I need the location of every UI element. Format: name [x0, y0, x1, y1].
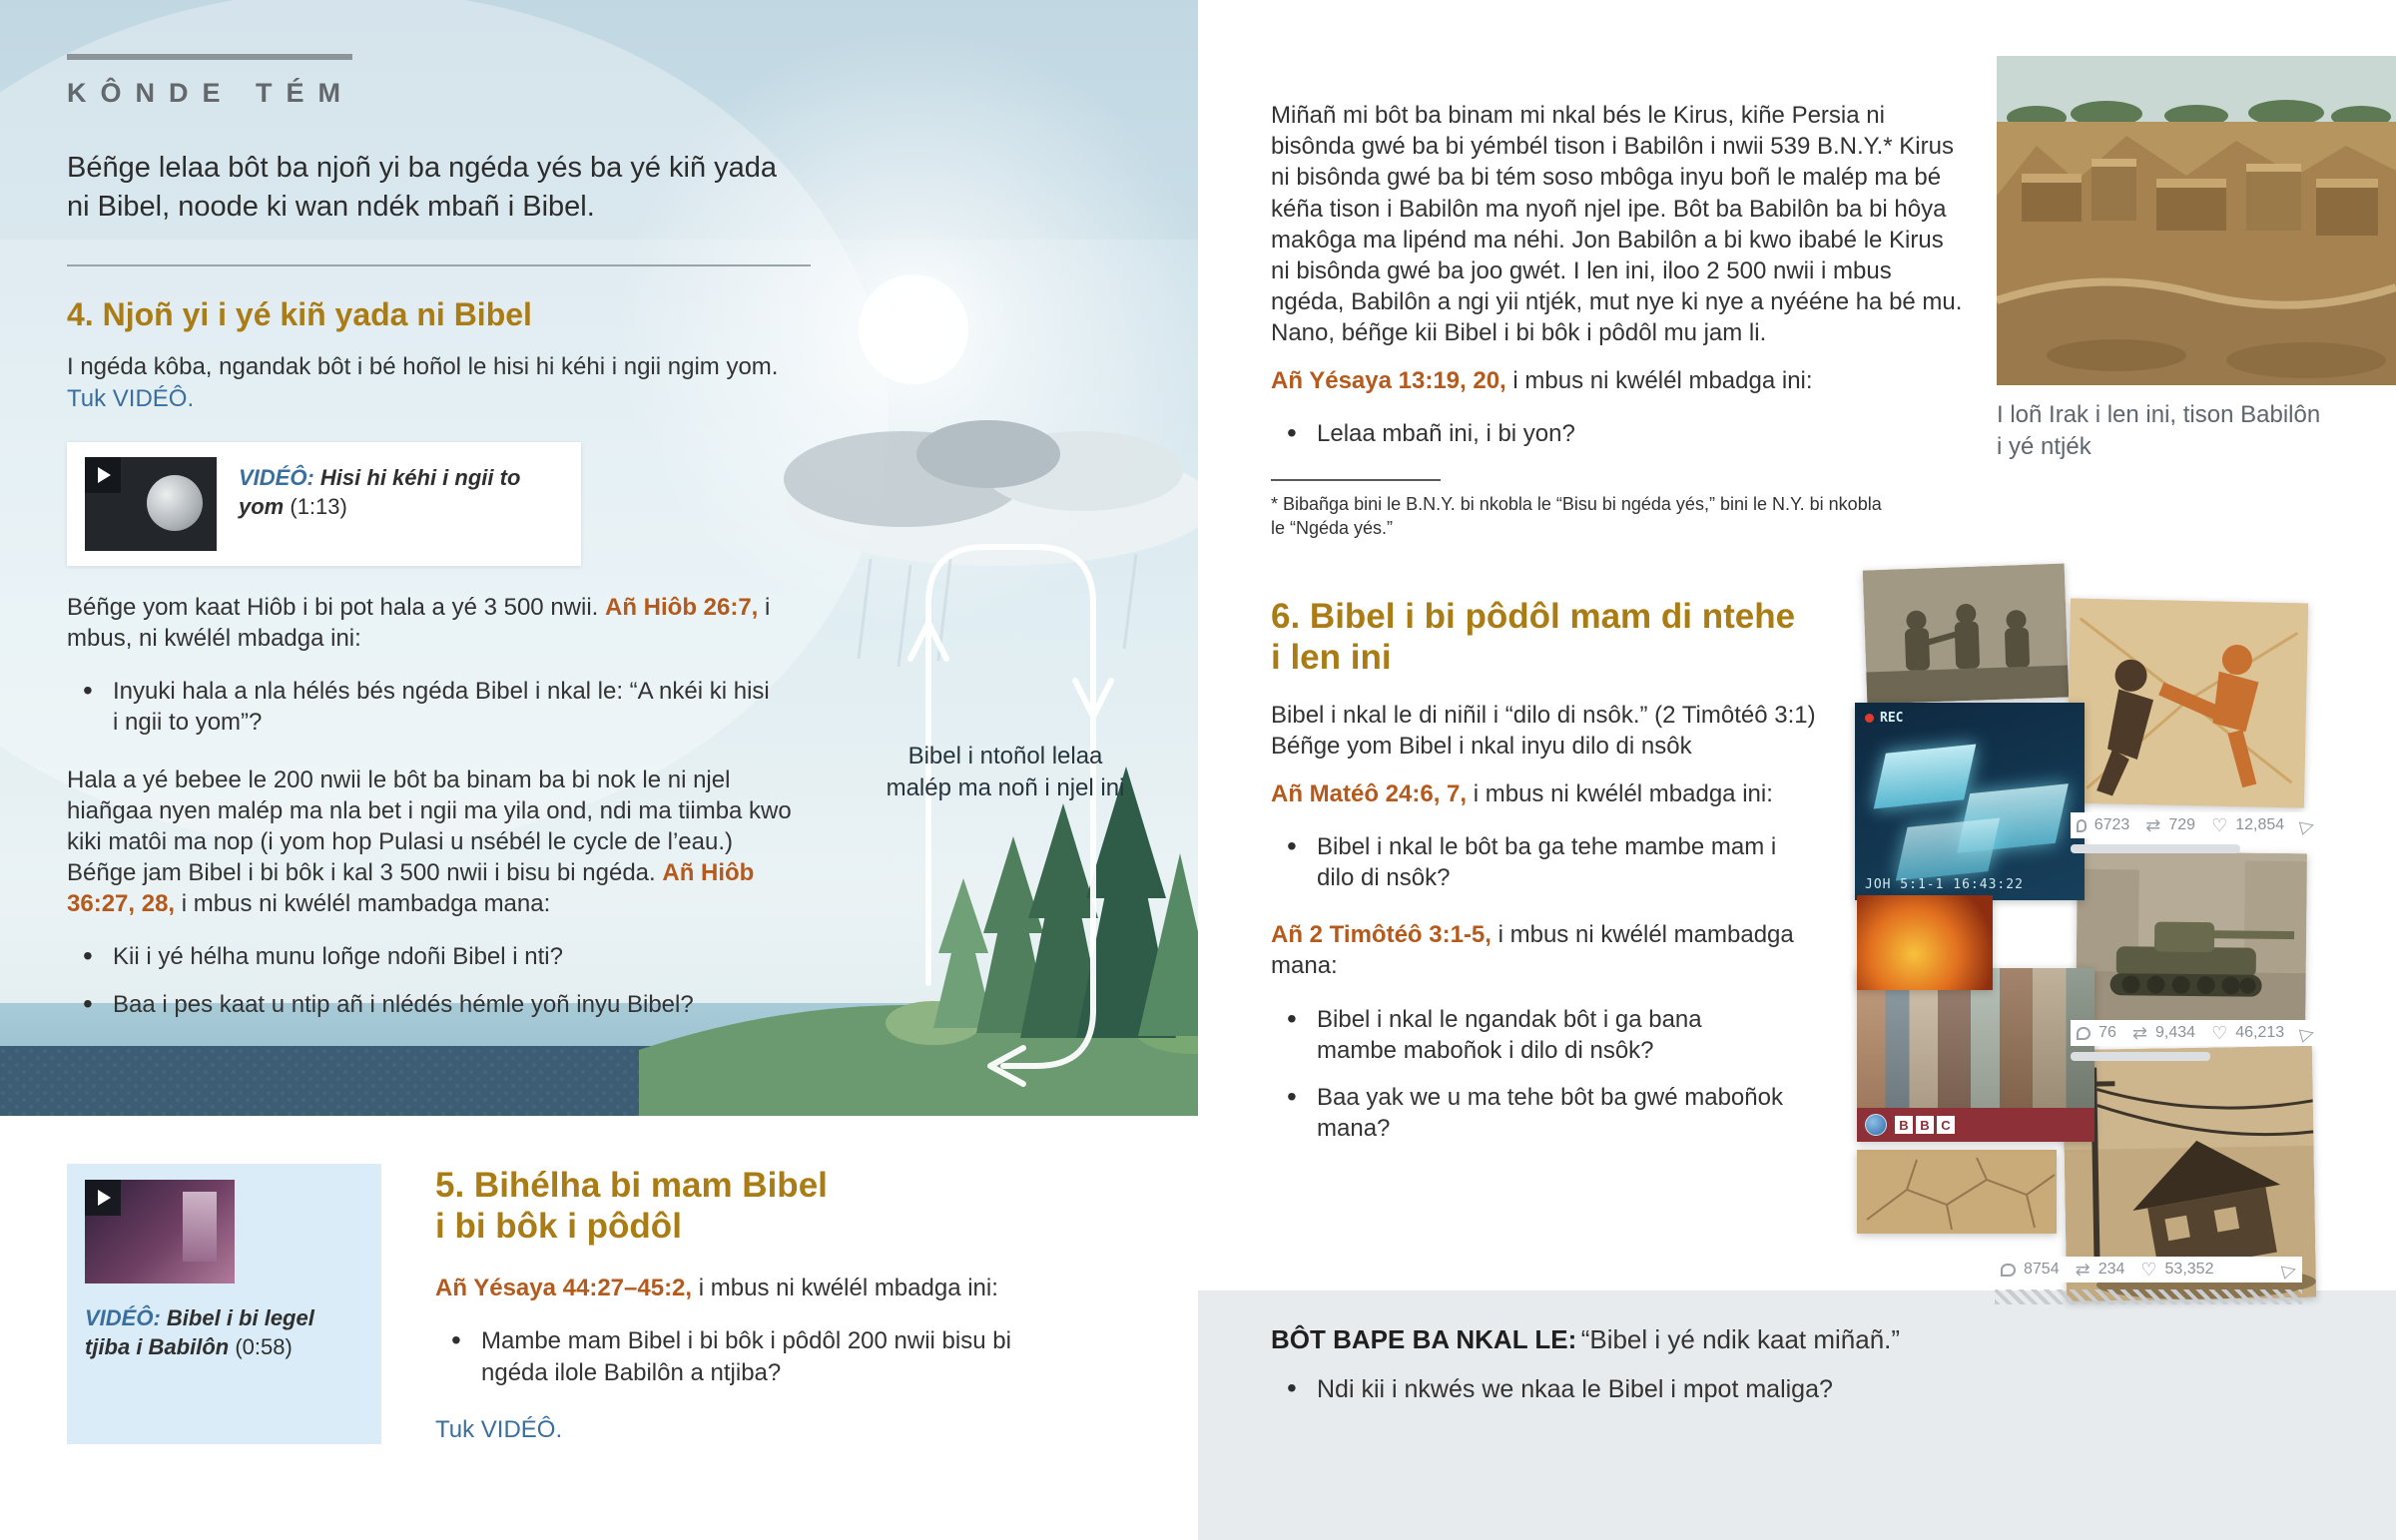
- scripture-ref-2timothy-3[interactable]: Añ 2 Timôtéô 3:1-5,: [1271, 921, 1492, 949]
- rec-dot-icon: [1865, 714, 1874, 723]
- play-icon[interactable]: [85, 457, 121, 493]
- section6-title: 6. Bibel i bi pôdôl mam di ntehe i len ini: [1271, 597, 1796, 677]
- scripture-ref-matthew-24[interactable]: Añ Matéô 24:6, 7,: [1271, 779, 1468, 807]
- question-text: Baa i pes kaat u ntip añ i nlédés hémle yoñ inyu Bibel?: [113, 990, 694, 1018]
- callout-quote: “Bibel i yé ndik kaat miñañ.”: [1580, 1324, 1901, 1354]
- video-label: VIDÉÔ:: [85, 1305, 161, 1330]
- timestamp-time: 16:43:22: [1953, 877, 2024, 892]
- repost-count: 234: [2097, 1261, 2125, 1278]
- news-logo-letter: C: [1937, 1116, 1955, 1134]
- question-text: Ndi kii i nkwés we nkaa le Bibel i mpot maliga?: [1317, 1375, 1833, 1403]
- video-card-babylon[interactable]: [67, 1164, 381, 1444]
- rec-label: REC: [1880, 711, 1904, 726]
- question-item: [81, 941, 770, 972]
- hatched-strip: [1995, 1289, 2302, 1304]
- news-logo-letter: B: [1895, 1116, 1913, 1134]
- like-count: 53,352: [2164, 1261, 2214, 1278]
- collage-drought-image: [1857, 1150, 2057, 1234]
- callout-lead: BÔT BAPE BA NKAL LE:: [1271, 1324, 1577, 1354]
- news-banner: [1857, 1108, 2095, 1142]
- collage-explosion-image: [1857, 895, 1993, 990]
- kicker-rule: [67, 54, 352, 60]
- like-count: 12,854: [2235, 816, 2285, 833]
- video-duration: (0:58): [235, 1334, 293, 1360]
- scripture-ref-job-36[interactable]: Añ Hiôb 36:27, 28,: [67, 859, 755, 918]
- divider-rule: [67, 264, 811, 266]
- section5-title: 5. Bihélha bi mam Bibel i bi bôk i pôdôl: [435, 1166, 828, 1246]
- right-page: [1198, 0, 2396, 1540]
- placeholder-bar: [2071, 1052, 2210, 1061]
- collage-soldiers-image: [1863, 564, 2070, 705]
- question-item: [1285, 1004, 1784, 1066]
- callout-line: [1271, 1324, 2326, 1355]
- question-text: Bibel i nkal le ngandak bôt i ga bana mambe maboñok i dilo di nsôk?: [1317, 1005, 1702, 1064]
- repost-icon: ⇄: [2075, 1260, 2091, 1280]
- question-item: [1285, 831, 1784, 893]
- scripture-ref-job-26[interactable]: Añ Hiôb 26:7,: [605, 593, 759, 621]
- like-icon: ♡: [2211, 815, 2228, 835]
- news-logo: [1895, 1116, 1955, 1134]
- right-text-column: [1271, 100, 1970, 540]
- collage-tank-image: [2076, 851, 2307, 1038]
- social-stats-bar-1: [2071, 812, 2320, 838]
- comment-count: 6723: [2094, 816, 2130, 833]
- glowing-screen: [1896, 817, 2000, 880]
- comment-count: 8754: [2024, 1261, 2060, 1278]
- question-text: Inyuki hala a nla hélés bés ngéda Bibel i nkal le: “A nkéi ki hisi i ngii to yom”?: [113, 678, 770, 737]
- paragraph-text: i mbus ni kwélél mbadga ini:: [1512, 366, 1813, 394]
- question-list: [1285, 1373, 2326, 1406]
- lesson-intro: Béñge lelaa bôt ba njoñ yi ba ngéda yés ba yé kiñ yada ni Bibel, noode ki wan ndék mbañ i Bibel.: [67, 152, 778, 224]
- collage-violence-comic-image: [2067, 599, 2308, 808]
- paragraph-text: Hala a yé bebee le 200 nwii le bôt ba binam ba bi nok le ni njel hiañgaa nyen malép ma nla bet i ngii ma yila ond, ndi ma tiimba kwo kiki matôi ma nop (i yom hop Pulasi u nsébél le cycle de l’eau.) Béñge jam Bibel i bi bôk i kal 3 500 nwii i bisu bi ngéda.: [67, 766, 792, 887]
- section5-paragraph: [435, 1273, 1034, 1303]
- section4-paragraph-3: [67, 765, 801, 920]
- video-caption: [85, 1297, 354, 1361]
- video-thumbnail-globe[interactable]: [85, 457, 217, 551]
- question-list: [1285, 1004, 1835, 1145]
- section6-column: [1271, 597, 1835, 1170]
- question-text: Baa yak we u ma tehe bôt ba gwé maboñok mana?: [1317, 1083, 1783, 1143]
- repost-count: 729: [2168, 816, 2196, 833]
- question-text: Kii i yé hélha munu loñge ndoñi Bibel i nti?: [113, 943, 563, 971]
- matthew-ref-line: [1271, 778, 1825, 809]
- share-icon: ▷: [2297, 813, 2317, 837]
- like-count: 46,213: [2235, 1024, 2285, 1041]
- question-item: [1285, 1082, 1784, 1144]
- like-icon: ♡: [2211, 1023, 2228, 1043]
- collage-broadcast-screens-image: [1855, 703, 2085, 900]
- question-item: [81, 989, 770, 1020]
- paragraph-text: Béñge yom kaat Hiôb i bi pot hala a yé 3 500 nwii.: [67, 593, 599, 621]
- babylon-ruins-photo: [1997, 56, 2396, 385]
- others-say-panel: [1198, 1290, 2396, 1540]
- placeholder-bar: [2071, 844, 2240, 853]
- question-text: Lelaa mbañ ini, i bi yon?: [1317, 419, 1575, 447]
- paragraph-text: i mbus ni kwélél mambadga mana:: [1271, 921, 1794, 980]
- share-icon: ▷: [2297, 1021, 2317, 1045]
- watch-video-link-1[interactable]: Tuk VIDÉÔ.: [67, 384, 195, 412]
- scripture-ref-isaiah-44[interactable]: Añ Yésaya 44:27–45:2,: [435, 1275, 693, 1302]
- paragraph-text: i mbus, ni kwélél mbadga ini:: [67, 593, 771, 652]
- question-list: [81, 941, 811, 1019]
- paragraph-text: i mbus ni kwélél mbadga ini:: [1473, 779, 1773, 807]
- question-list: [1285, 831, 1835, 893]
- video-caption: [239, 457, 563, 521]
- water-cycle-caption: Bibel i ntoñol lelaa malép ma noñ i njel ini: [886, 743, 1125, 802]
- question-text: Bibel i nkal le bôt ba ga tehe mambe mam i dilo di nsôk?: [1317, 832, 1777, 891]
- video-thumbnail-babylon[interactable]: [85, 1180, 235, 1283]
- video-label: VIDÉÔ:: [239, 464, 314, 490]
- timestamp-overlay: [1865, 877, 2024, 892]
- glowing-screen: [1874, 745, 1977, 809]
- last-days-news-collage: [1847, 561, 2346, 1319]
- repost-count: 9,434: [2155, 1024, 2196, 1041]
- question-item: [1285, 1373, 1984, 1406]
- social-stats-bar-3: [1995, 1257, 2302, 1283]
- section6-paragraph: Bibel i nkal le di niñil i “dilo di nsôk.” (2 Timôtéô 3:1) Béñge yom Bibel i nkal inyu dilo di nsôk: [1271, 702, 1816, 761]
- video-title: Bibel i bi legel tjiba i Babilôn: [85, 1305, 314, 1360]
- social-stats-bar-2: [2071, 1020, 2320, 1046]
- timothy-ref-line: [1271, 919, 1825, 981]
- scripture-ref-isaiah-13[interactable]: Añ Yésaya 13:19, 20,: [1271, 366, 1506, 394]
- paragraph-text: i mbus ni kwélél mbadga ini:: [698, 1275, 998, 1302]
- question-list: [449, 1325, 1034, 1387]
- lesson-kicker: KÔNDE TÉM: [67, 78, 354, 108]
- left-text-column: [67, 54, 811, 1046]
- footnote-rule: [1271, 479, 1441, 481]
- play-icon[interactable]: [85, 1180, 121, 1216]
- isaiah-ref-line: [1271, 365, 1968, 396]
- repost-icon: ⇄: [2131, 1023, 2148, 1043]
- section4-paragraph-2: [67, 592, 801, 654]
- rec-indicator: [1865, 711, 1903, 726]
- video-duration: (1:13): [290, 493, 347, 519]
- footnote-text: * Bibañga bini le B.N.Y. bi nkobla le “Bisu bi ngéda yés,” bini le N.Y. bi nkobla le “Ngéda yés.”: [1271, 493, 1882, 538]
- section4-paragraph-1: [67, 351, 801, 413]
- watch-video-link-2[interactable]: Tuk VIDÉÔ.: [435, 1415, 563, 1443]
- section5-row: [67, 1164, 1034, 1444]
- news-globe-icon: [1865, 1114, 1887, 1136]
- watch-video-line: [435, 1416, 1034, 1444]
- repost-icon: ⇄: [2145, 815, 2161, 835]
- collage-news-crowd-image: [1857, 968, 2095, 1142]
- section5-column: [435, 1164, 1034, 1444]
- question-item: [449, 1325, 1034, 1387]
- section4-title: 4. Njoñ yi i yé kiñ yada ni Bibel: [67, 296, 532, 333]
- comment-count: 76: [2098, 1024, 2116, 1041]
- question-list: [81, 676, 811, 738]
- like-icon: ♡: [2140, 1260, 2157, 1280]
- video-card-sky[interactable]: [67, 442, 581, 566]
- question-text: Mambe mam Bibel i bi bôk i pôdôl 200 nwii bisu bi ngéda ilole Babilôn a ntjiba?: [481, 1327, 1011, 1386]
- paragraph-text: i mbus ni kwélél mambadga mana:: [181, 890, 551, 918]
- cyrus-paragraph: Miñañ mi bôt ba binam mi nkal bés le Kirus, kiñe Persia ni bisônda gwé ba bi yémbél tison i Babilôn i nwii 539 B.N.Y.* Kirus ni bisônda gwé ba bi tém soso mbôga inyu boñ le malép ma bé kéña tison i Babilôn ma nyoñ njel ipe. Bôt ba Babilôn ba bi hôya makôga ma lipénd ma néhi. Jon Babilôn a bi kwo ibabé le Kirus ni bisônda gwé ba joo gwét. I len ini, iloo 2 500 nwii i mbus ngéda, Babilôn a ngi yii ntjék, mut nye ki nye a nyééne ha bé mu. Nano, béñge kii Bibel i bi bôk i pôdôl mu jam li.: [1271, 102, 1963, 347]
- ruins-photo-caption: I loñ Irak i len ini, tison Babilôn i yé ntjék: [1997, 401, 2321, 461]
- video-title: Hisi hi kéhi i ngii to yom: [239, 464, 521, 519]
- comment-icon: [2077, 1027, 2091, 1040]
- question-item: [81, 676, 770, 738]
- comment-icon: [2077, 819, 2087, 832]
- question-list: [1285, 418, 1970, 449]
- timestamp-ref: JOH 5:1-1: [1865, 877, 1945, 892]
- question-item: [1285, 418, 1970, 449]
- paragraph-text: I ngéda kôba, ngandak bôt i bé hoñol le hisi hi kéhi i ngii ngim yom.: [67, 353, 779, 381]
- news-logo-letter: B: [1916, 1116, 1934, 1134]
- share-icon: ▷: [2279, 1258, 2299, 1282]
- comment-icon: [2001, 1264, 2016, 1277]
